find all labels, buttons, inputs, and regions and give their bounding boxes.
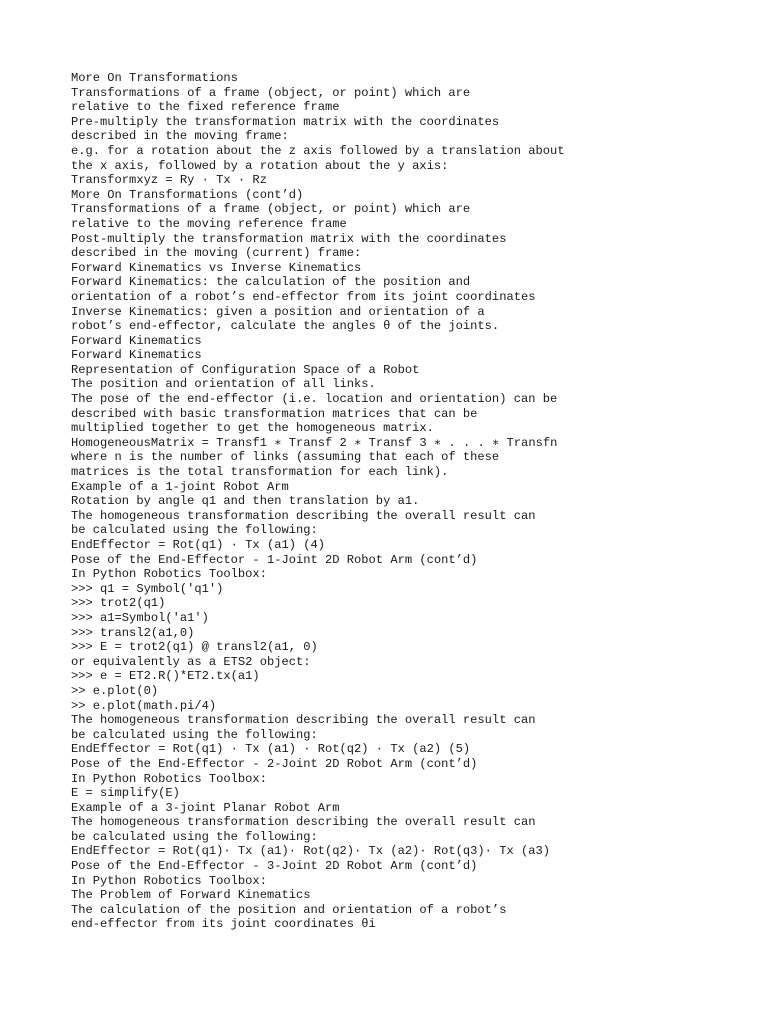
text-line: the x axis, followed by a rotation about the y axis: [71,158,449,173]
text-line: The homogeneous transformation describing the overall result can [71,508,536,523]
text-line: robot’s end-effector, calculate the angles θ of the joints. [71,319,500,334]
text-line: The homogeneous transformation describing the overall result can [71,815,536,830]
text-line: described in the moving frame: [71,129,289,144]
text-line: In Python Robotics Toolbox: [71,567,267,582]
text-line: >>> transl2(a1,0) [71,625,195,640]
text-line: HomogeneousMatrix = Transf1 ∗ Transf 2 ∗ Transf 3 ∗ . . . ∗ Transfn [71,435,558,450]
text-line: The Problem of Forward Kinematics [71,888,311,903]
text-line: Pose of the End-Effector - 2-Joint 2D Robot Arm (cont’d) [71,756,478,771]
text-line: More On Transformations [71,71,238,85]
text-line: Forward Kinematics [71,348,202,363]
text-line: Transformations of a frame (object, or point) which are [71,202,471,217]
text-line: be calculated using the following: [71,523,318,538]
text-line: end-effector from its joint coordinates θi [71,917,376,932]
text-line: >>> a1=Symbol('a1') [71,610,209,625]
text-line: EndEffector = Rot(q1) · Tx (a1) · Rot(q2) · Tx (a2) (5) [71,742,471,757]
text-line: >>> E = trot2(q1) @ transl2(a1, 0) [71,640,318,655]
text-line: E = simplify(E) [71,786,180,801]
text-line: More On Transformations (cont’d) [71,187,304,202]
document-text [71,71,751,932]
text-line: The homogeneous transformation describing the overall result can [71,713,536,728]
text-line: In Python Robotics Toolbox: [71,873,267,888]
text-line: relative to the moving reference frame [71,216,347,231]
text-line: Rotation by angle q1 and then translation by a1. [71,494,420,509]
text-line: Representation of Configuration Space of a Robot [71,362,420,377]
text-line: be calculated using the following: [71,727,318,742]
text-line: orientation of a robot’s end-effector from its joint coordinates [71,289,536,304]
text-line: >>> e = ET2.R()*ET2.tx(a1) [71,669,260,684]
text-line: >>> q1 = Symbol('q1') [71,581,224,596]
text-line: described in the moving (current) frame: [71,246,362,261]
text-line: Example of a 3-joint Planar Robot Arm [71,800,340,815]
text-line: where n is the number of links (assuming that each of these [71,450,500,465]
text-line: Forward Kinematics vs Inverse Kinematics [71,260,362,275]
text-line: relative to the fixed reference frame [71,100,340,115]
text-line: be calculated using the following: [71,829,318,844]
text-line: EndEffector = Rot(q1)· Tx (a1)· Rot(q2)· Tx (a2)· Rot(q3)· Tx (a3) [71,844,550,859]
text-line: In Python Robotics Toolbox: [71,771,267,786]
text-line: Transformations of a frame (object, or point) which are [71,85,471,100]
text-line: The position and orientation of all links. [71,377,376,392]
text-line: Post-multiply the transformation matrix with the coordinates [71,231,507,246]
text-line: EndEffector = Rot(q1) · Tx (a1) (4) [71,538,326,552]
text-line: >> e.plot(0) [71,683,159,698]
text-line: Pre-multiply the transformation matrix with the coordinates [71,114,500,129]
text-line: described with basic transformation matrices that can be [71,406,478,421]
text-line: or equivalently as a ETS2 object: [71,654,311,669]
text-line: Transformxyz = Ry · Tx · Rz [71,173,267,188]
text-line: The calculation of the position and orientation of a robot’s [71,902,507,917]
text-line: >> e.plot(math.pi/4) [71,698,217,713]
text-line: Forward Kinematics: the calculation of the position and [71,275,471,290]
text-line: multiplied together to get the homogeneous matrix. [71,421,434,436]
text-line: Inverse Kinematics: given a position and orientation of a [71,304,485,319]
text-line: Pose of the End-Effector - 3-Joint 2D Robot Arm (cont’d) [71,859,478,874]
text-line: Forward Kinematics [71,333,202,348]
text-line: e.g. for a rotation about the z axis followed by a translation about [71,143,565,158]
text-line: matrices is the total transformation for each link). [71,465,449,480]
text-line: The pose of the end-effector (i.e. location and orientation) can be [71,392,558,407]
text-line: Pose of the End-Effector - 1-Joint 2D Robot Arm (cont’d) [71,552,478,567]
text-line: >>> trot2(q1) [71,596,166,611]
text-line: Example of a 1-joint Robot Arm [71,479,289,494]
